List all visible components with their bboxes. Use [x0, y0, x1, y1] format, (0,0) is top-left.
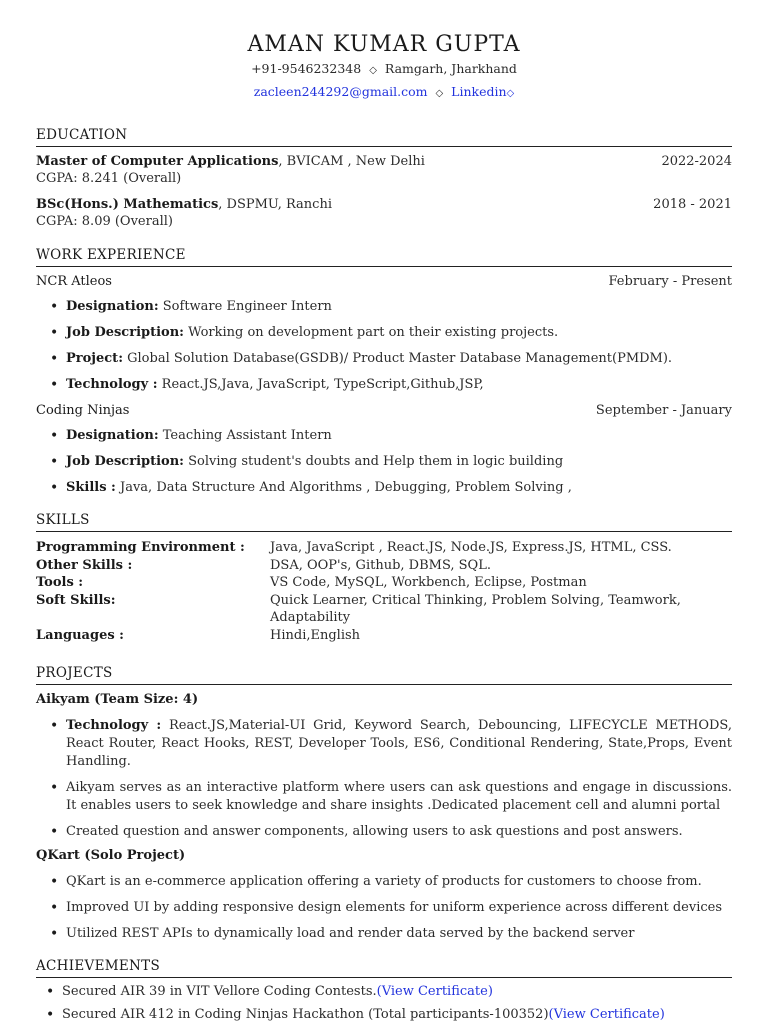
list-item: • Technology : React.JS,Material-UI Grid, Keyword Search, Debouncing, LIFECYCLE METHODS, React Router, React Hooks, REST, Developer Tools, ES6, Conditional Rendering, State,Props, Event Handling. — [66, 717, 732, 771]
skill-row: Programming Environment : Java, JavaScript , React.JS, Node.JS, Express.JS, HTML, CSS. — [36, 540, 672, 555]
project-name: QKart (Solo Project) — [36, 848, 186, 863]
contact-line-2 — [36, 81, 732, 104]
education-years: 2018 - 2021 — [653, 197, 732, 212]
job-dates: February - Present — [608, 274, 732, 289]
list-item: • Technology : React.JS,Java, JavaScript, TypeScript,Github,JSP, — [66, 376, 732, 394]
resume-page — [36, 0, 732, 1024]
education-years: 2022-2024 — [661, 154, 732, 169]
list-item: • Utilized REST APIs to dynamically load and render data served by the backend server — [66, 925, 732, 943]
list-item: • Secured AIR 39 in VIT Vellore Coding Contests.(View Certificate) — [62, 983, 732, 1001]
education-entry-bsc — [36, 196, 732, 230]
skill-row: Other Skills : DSA, OOP's, Github, DBMS, SQL. — [36, 557, 491, 573]
skill-row: Soft Skills: Quick Learner, Critical Thinking, Problem Solving, Teamwork, Adaptability — [36, 592, 681, 625]
list-item: • Improved UI by adding responsive design elements for uniform experience across different devices — [66, 899, 732, 917]
project-qkart — [36, 847, 732, 943]
school-name: , BVICAM , New Delhi — [278, 154, 425, 169]
degree-name: Master of Computer Applications — [36, 154, 279, 169]
diamond-separator-icon: ◇ — [506, 88, 515, 99]
company-name: Coding Ninjas — [36, 403, 130, 418]
view-certificate-link[interactable]: (View Certificate) — [376, 984, 493, 999]
diamond-separator-icon: ◇ — [435, 88, 444, 99]
achievements-list — [36, 983, 732, 1024]
list-item: • Secured AIR 412 in Coding Ninjas Hackathon (Total participants-100352)(View Certificate) — [62, 1006, 732, 1024]
job-coding-ninjas — [36, 402, 732, 497]
education-entry-mca — [36, 153, 732, 187]
list-item: • Created question and answer components, allowing users to ask questions and post answers. — [66, 823, 732, 841]
email-link[interactable]: zacleen244292@gmail.com — [253, 84, 428, 99]
skills-table — [36, 539, 732, 644]
education-heading: EDUCATION — [36, 126, 732, 147]
school-name: , DSPMU, Ranchi — [218, 197, 332, 212]
skills-heading: SKILLS — [36, 511, 732, 532]
cgpa: CGPA: 8.09 (Overall) — [36, 214, 173, 229]
project-name: Aikyam (Team Size: 4) — [36, 692, 199, 707]
linkedin-link[interactable]: Linkedin — [451, 84, 507, 99]
job-ncr-atleos — [36, 273, 732, 394]
project-aikyam — [36, 691, 732, 841]
list-item: • QKart is an e-commerce application offering a variety of products for customers to choose from. — [66, 873, 732, 891]
list-item: • Project: Global Solution Database(GSDB)/ Product Master Database Management(PMDM). — [66, 350, 732, 368]
location: Ramgarh, Jharkhand — [384, 61, 517, 76]
view-certificate-link[interactable]: (View Certificate) — [548, 1007, 665, 1022]
skill-row: Languages : Hindi,English — [36, 627, 361, 643]
work-experience-heading: WORK EXPERIENCE — [36, 246, 732, 267]
list-item: • Aikyam serves as an interactive platform where users can ask questions and engage in discussions. It enables users to seek knowledge and share insights .Dedicated placement cell and alumni portal — [66, 779, 732, 815]
list-item: • Designation: Teaching Assistant Intern — [66, 427, 732, 445]
projects-heading: PROJECTS — [36, 664, 732, 685]
list-item: • Designation: Software Engineer Intern — [66, 298, 732, 316]
skill-row: Tools : VS Code, MySQL, Workbench, Eclipse, Postman — [36, 575, 587, 590]
candidate-name: AMAN KUMAR GUPTA — [247, 32, 521, 57]
list-item: • Job Description: Working on development part on their existing projects. — [66, 324, 732, 342]
phone-number: +91-9546232348 — [251, 61, 362, 76]
list-item: • Skills : Java, Data Structure And Algorithms , Debugging, Problem Solving , — [66, 479, 732, 497]
achievements-heading: ACHIEVEMENTS — [36, 957, 732, 978]
cgpa: CGPA: 8.241 (Overall) — [36, 171, 182, 186]
diamond-separator-icon: ◇ — [369, 65, 377, 76]
contact-line-1 — [36, 58, 732, 81]
degree-name: BSc(Hons.) Mathematics — [36, 197, 219, 212]
job-dates: September - January — [595, 403, 732, 418]
company-name: NCR Atleos — [36, 274, 112, 289]
list-item: • Job Description: Solving student's doubts and Help them in logic building — [66, 453, 732, 471]
